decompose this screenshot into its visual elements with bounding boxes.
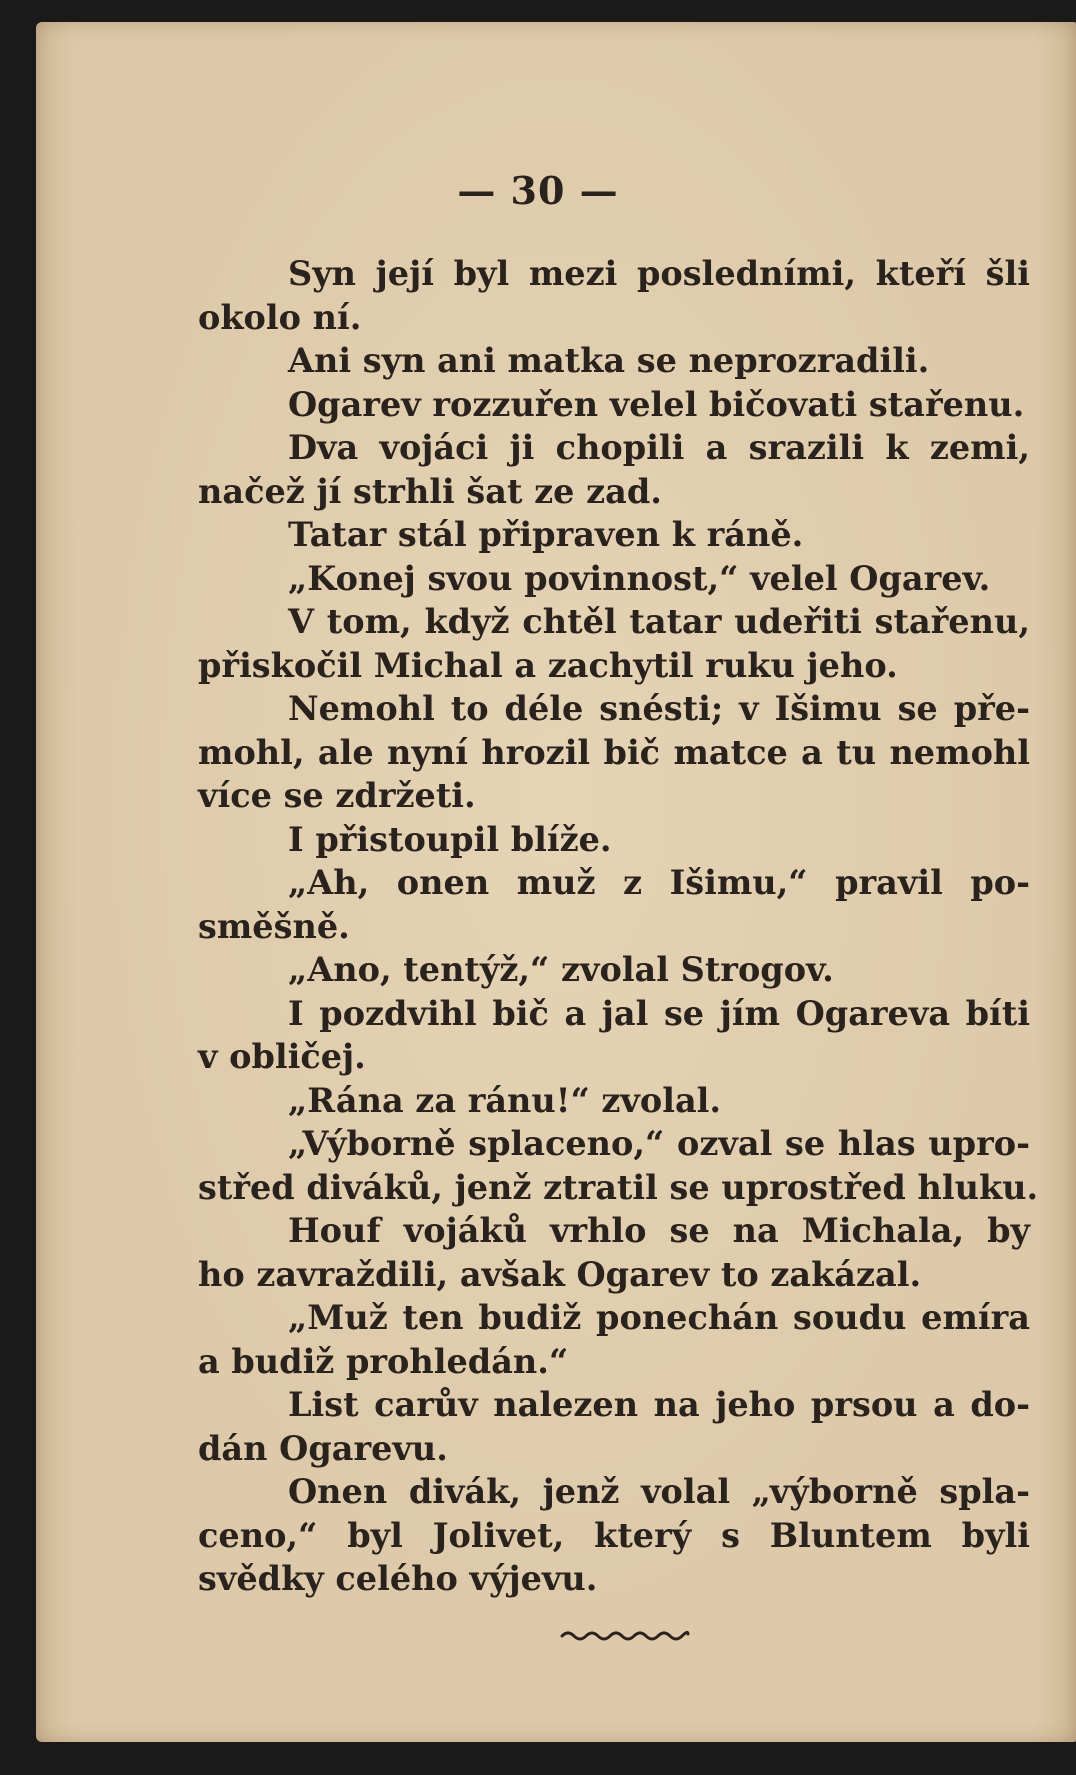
text-line: Ogarev rozzuřen velel bičovati stařenu. bbox=[288, 384, 1025, 424]
wavy-rule-icon bbox=[560, 1628, 690, 1642]
text-line: načež jí strhli šat ze zad. bbox=[198, 471, 662, 511]
text-line: Syn její byl mezi posledními, kteří šli bbox=[288, 254, 1030, 293]
text-line: ceno,“ byl Jolivet, který s Bluntem byli bbox=[198, 1515, 1030, 1555]
text-line: okolo ní. bbox=[198, 297, 362, 337]
text-line: ho zavraždili, avšak Ogarev to zakázal. bbox=[198, 1254, 922, 1294]
text-line: a budiž prohledán.“ bbox=[198, 1341, 569, 1381]
text-line: Houf vojáků vrhlo se na Michala, by bbox=[288, 1211, 1030, 1250]
page-text bbox=[198, 252, 1039, 1601]
text-line: „Rána za ránu!“ zvolal. bbox=[288, 1080, 722, 1120]
text-line: mohl, ale nyní hrozil bič matce a tu nemohl bbox=[198, 732, 1030, 772]
text-line: přiskočil Michal a zachytil ruku jeho. bbox=[198, 645, 898, 685]
text-line: směšně. bbox=[198, 906, 350, 946]
text-line: více se zdržeti. bbox=[198, 776, 476, 815]
text-line: svědky celého výjevu. bbox=[198, 1559, 598, 1598]
text-line: „Ano, tentýž,“ zvolal Strogov. bbox=[288, 950, 834, 989]
text-line: „Muž ten budiž ponechán soudu emíra bbox=[288, 1298, 1030, 1337]
text-line: Onen divák, jenž volal „výborně spla- bbox=[288, 1472, 1030, 1511]
page-number: — 30 — bbox=[457, 168, 619, 213]
text-line: Nemohl to déle snésti; v Išimu se pře- bbox=[288, 689, 1030, 728]
text-line: Ani syn ani matka se neprozradili. bbox=[288, 341, 930, 380]
text-line: „Výborně splaceno,“ ozval se hlas upro- bbox=[288, 1124, 1030, 1163]
text-line: Dva vojáci ji chopili a srazili k zemi, bbox=[288, 428, 1030, 467]
text-line: List carův nalezen na jeho prsou a do- bbox=[288, 1385, 1030, 1424]
text-line: „Ah, onen muž z Išimu,“ pravil po- bbox=[288, 863, 1030, 902]
text-line: v obličej. bbox=[198, 1037, 366, 1076]
text-line: střed diváků, jenž ztratil se uprostřed hluku. bbox=[198, 1167, 1039, 1207]
text-line: I pozdvihl bič a jal se jím Ogareva bíti bbox=[288, 993, 1030, 1033]
text-line: dán Ogarevu. bbox=[198, 1428, 448, 1468]
text-line: V tom, když chtěl tatar udeřiti stařenu, bbox=[288, 602, 1030, 641]
text-line: „Konej svou povinnost,“ velel Ogarev. bbox=[288, 558, 991, 598]
text-line: I přistoupil blíže. bbox=[288, 819, 612, 859]
text-line: Tatar stál připraven k ráně. bbox=[288, 515, 804, 554]
